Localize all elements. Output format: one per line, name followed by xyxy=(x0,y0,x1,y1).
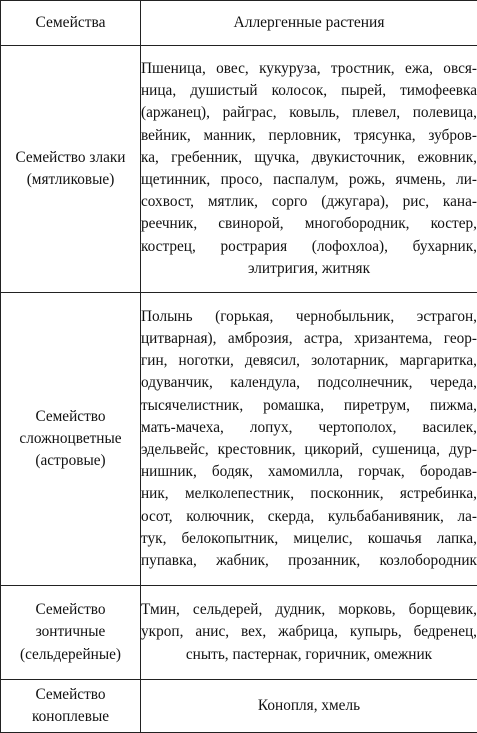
plants-line: кострец, ростраpия (лофохлоа), бухарник, xyxy=(141,236,477,258)
plants-line: пупавка, жабник, прозанник, козлобородник xyxy=(141,550,477,572)
plants-line: Полынь (горькая, чернобыльник, эстрагон, xyxy=(141,306,477,328)
plants-line: цитварная), амброзия, астра, хризантема, геор- xyxy=(141,328,477,350)
plants-line: щетинник, просо, паспалум, рожь, ячмень, ли- xyxy=(141,169,477,191)
table-row xyxy=(1,46,477,293)
family-line: Семейство xyxy=(1,599,140,621)
table-row xyxy=(1,586,477,680)
plants-line: одуванчик, календула, подсолнечник, череда, xyxy=(141,372,477,394)
family-line: Семейство xyxy=(1,684,140,706)
plants-line: Пшеница, овес, кукуруза, тростник, ежа, овся- xyxy=(141,58,477,80)
plants-line: гин, ноготки, девясил, золотарник, маргаритка, xyxy=(141,350,477,372)
table-header-row xyxy=(1,1,477,46)
family-line: (мятликовые) xyxy=(1,169,140,191)
family-cell xyxy=(1,680,141,733)
plants-line: сныть, пастернак, горичник, омежник xyxy=(141,644,477,666)
plants-line: осот, колючник, скерда, кульбабанивяник, ла- xyxy=(141,506,477,528)
plants-line: (аржанец), райграс, ковыль, плевел, полевица, xyxy=(141,102,477,124)
plants-line: ка, гребенник, щучка, двукисточник, ежовник, xyxy=(141,147,477,169)
family-cell xyxy=(1,46,141,293)
plants-line: ник, мелколепестник, посконник, ястребинка, xyxy=(141,483,477,505)
plants-cell xyxy=(141,293,477,586)
header-family: Семейства xyxy=(1,1,141,46)
family-line: зонтичные xyxy=(1,621,140,643)
plants-line: ница, душистый колосок, пырей, тимофеевка xyxy=(141,80,477,102)
plants-line: Тмин, сельдерей, дудник, морковь, борщевик, xyxy=(141,599,477,621)
table-row xyxy=(1,680,477,733)
plants-line: вейник, манник, перловник, трясунка, зубров- xyxy=(141,125,477,147)
family-line: Семейство злаки xyxy=(1,147,140,169)
family-cell xyxy=(1,586,141,680)
family-cell xyxy=(1,293,141,586)
plants-line: эдельвейс, крестовник, цикорий, сушеница, дур- xyxy=(141,439,477,461)
plants-line: тысячелистник, ромашка, пиретрум, пижма, xyxy=(141,395,477,417)
family-line: коноплевые xyxy=(1,706,140,728)
plants-line: элитригия, житняк xyxy=(141,258,477,280)
plants-line: мать-мачеха, лопух, чертополох, василек, xyxy=(141,417,477,439)
plants-cell xyxy=(141,46,477,293)
family-line: сложноцветные xyxy=(1,428,140,450)
header-plants: Аллергенные растения xyxy=(141,1,477,46)
plants-line: нишник, бодяк, хамомилла, горчак, бородав- xyxy=(141,461,477,483)
plants-line: сохвост, мятлик, сорго (джугара), рис, кана- xyxy=(141,191,477,213)
family-line: (астровые) xyxy=(1,450,140,472)
table-row xyxy=(1,293,477,586)
plants-cell xyxy=(141,586,477,680)
plants-line: укроп, анис, вех, жабрица, купырь, бедренец, xyxy=(141,621,477,643)
plants-line: тук, белокопытник, мицелис, кошачья лапка, xyxy=(141,528,477,550)
plants-line: Конопля, хмель xyxy=(141,695,477,717)
plants-cell xyxy=(141,680,477,733)
family-line: (сельдерейные) xyxy=(1,644,140,666)
family-line: Семейство xyxy=(1,406,140,428)
plants-line: реечник, свинорой, многобородник, костер, xyxy=(141,213,477,235)
